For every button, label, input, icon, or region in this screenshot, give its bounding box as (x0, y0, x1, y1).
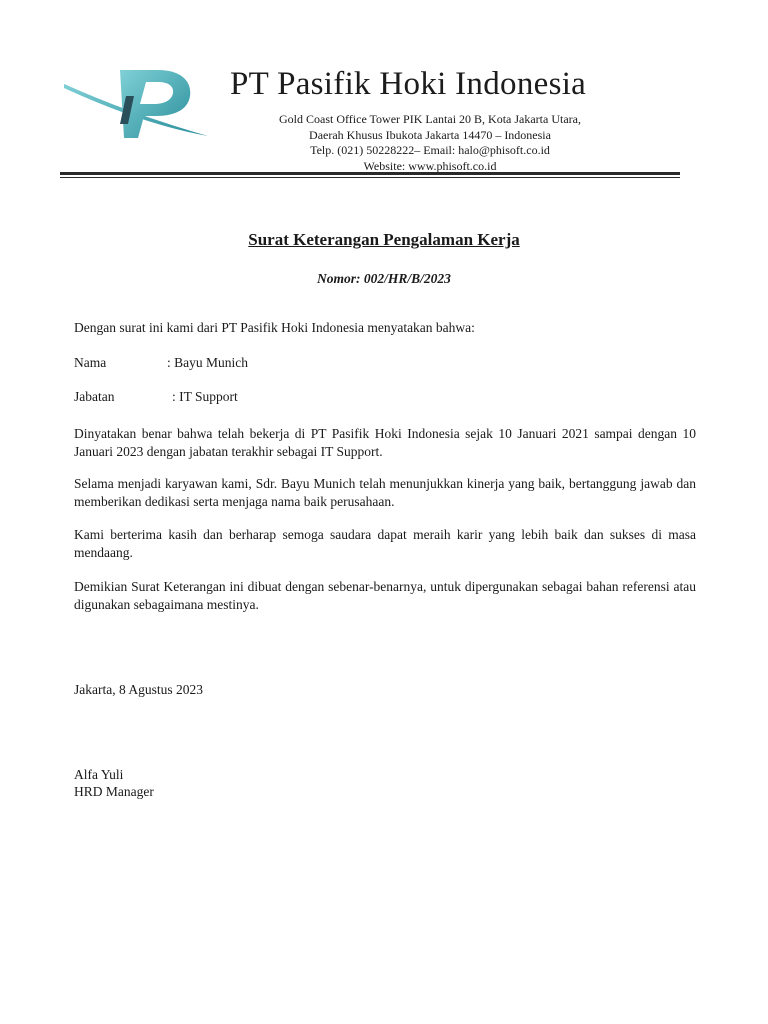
closing-paragraph: Demikian Surat Keterangan ini dibuat dengan sebenar-benarnya, untuk dipergunakan sebagai bahan referensi atau digunakan sebagaimana mestinya. (74, 579, 696, 612)
thanks-paragraph: Kami berterima kasih dan berharap semoga saudara dapat meraih karir yang lebih baik dan sukses di masa mendaang. (74, 527, 696, 560)
place-date: Jakarta, 8 Agustus 2023 (74, 682, 203, 697)
company-logo (62, 66, 210, 142)
address-line-2: Daerah Khusus Ibukota Jakarta 14470 – Indonesia (309, 127, 551, 142)
signer-title: HRD Manager (74, 784, 154, 799)
company-address (240, 112, 620, 174)
header-divider-thick (60, 172, 680, 175)
header-divider-thin (60, 177, 680, 178)
position-value: : IT Support (172, 389, 238, 404)
address-line-1: Gold Coast Office Tower PIK Lantai 20 B, Kota Jakarta Utara, (279, 112, 581, 126)
name-value: : Bayu Munich (167, 355, 248, 370)
website-line: Website: www.phisoft.co.id (363, 158, 497, 173)
name-label: Nama (74, 355, 107, 370)
employment-paragraph: Dinyatakan benar bahwa telah bekerja di PT Pasifik Hoki Indonesia sejak 10 Januari 2021 sampai dengan 10 Januari 2023 dengan jabatan terakhir sebagai IT Support. (74, 426, 696, 459)
performance-paragraph: Selama menjadi karyawan kami, Sdr. Bayu Munich telah menunjukkan kinerja yang baik, bertanggung jawab dan memberikan dedikasi serta menjaga nama baik perusahaan. (74, 476, 696, 509)
company-name: PT Pasifik Hoki Indonesia (230, 66, 587, 102)
signer-name: Alfa Yuli (74, 767, 124, 782)
letter-title: Surat Keterangan Pengalaman Kerja (248, 230, 520, 249)
letter-number: Nomor: 002/HR/B/2023 (317, 271, 451, 286)
intro-paragraph: Dengan surat ini kami dari PT Pasifik Hoki Indonesia menyatakan bahwa: (74, 320, 475, 335)
position-label: Jabatan (74, 389, 115, 404)
contact-line: Telp. (021) 50228222– Email: halo@phisoft.co.id (310, 143, 550, 157)
